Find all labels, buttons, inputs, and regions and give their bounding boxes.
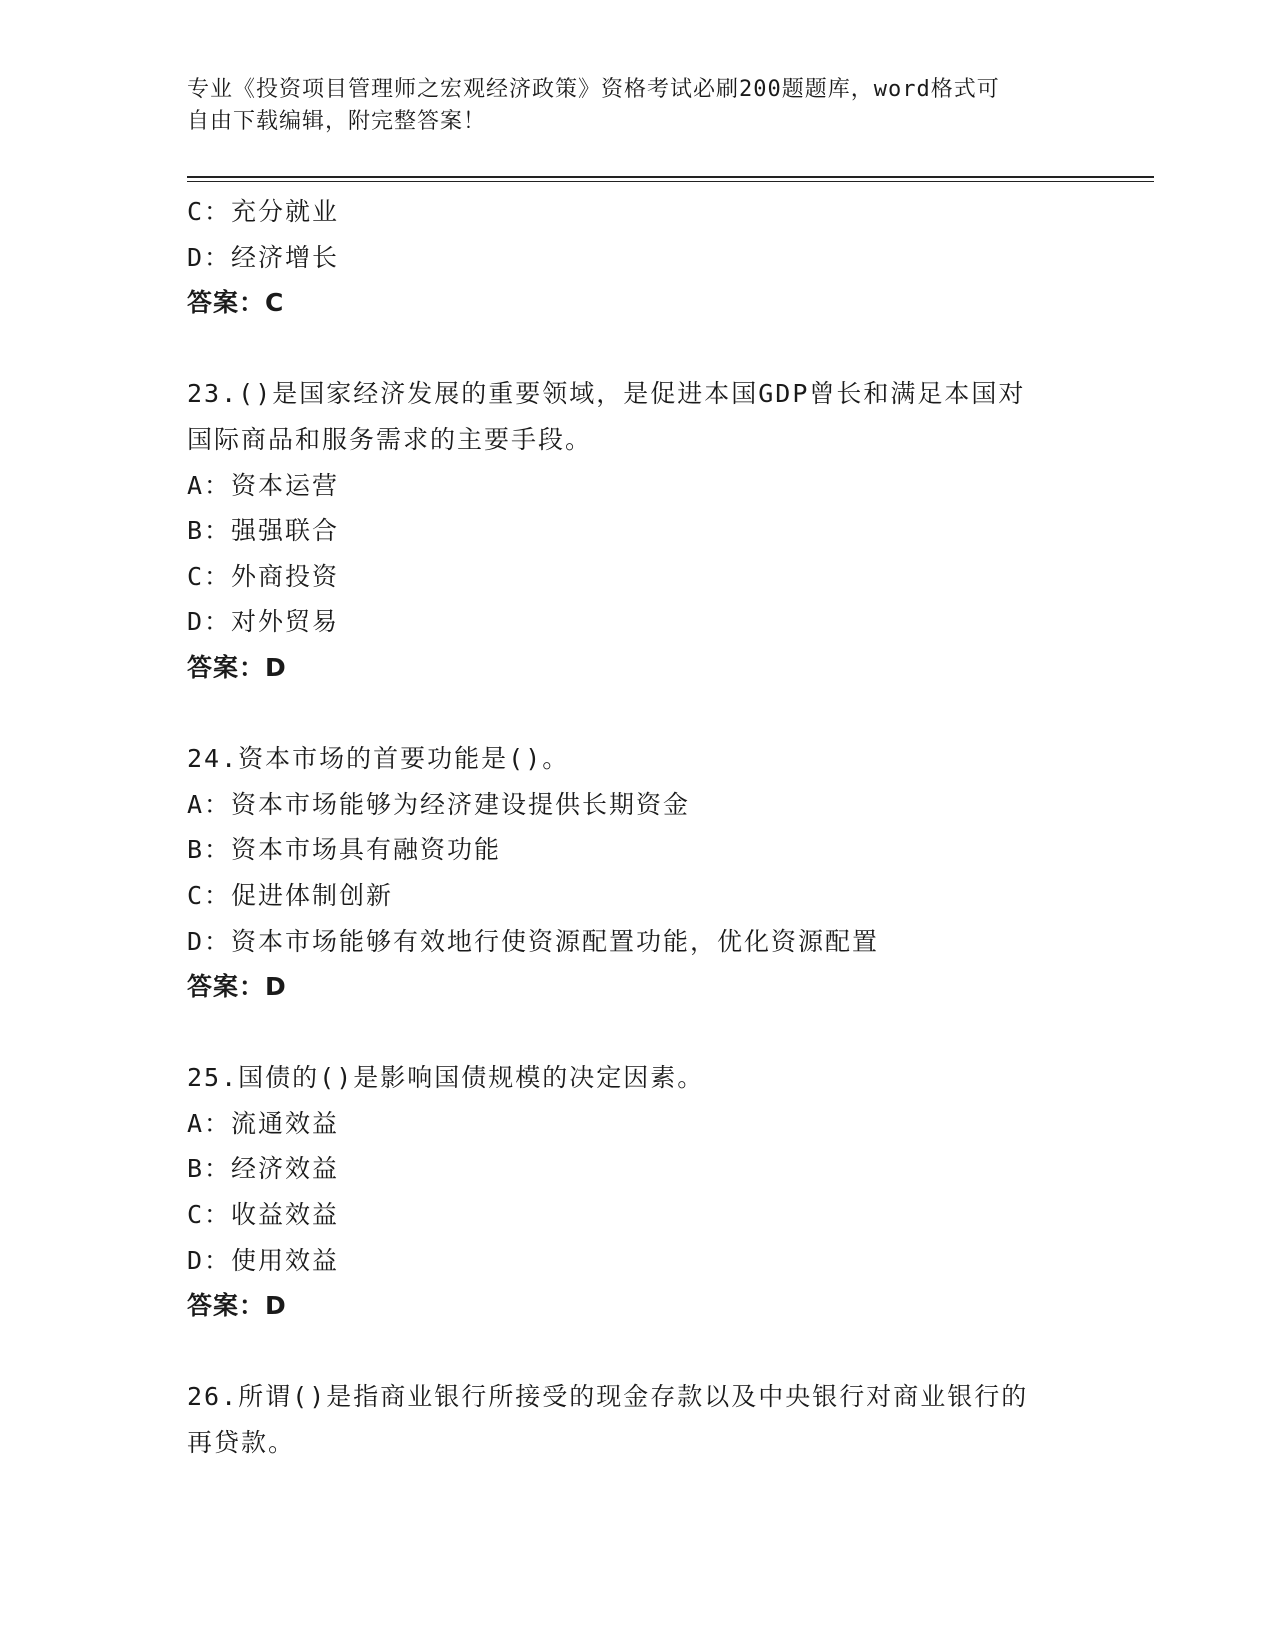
option-c: C：收益效益: [187, 1200, 340, 1230]
answer-line: 答案：C: [187, 288, 285, 318]
answer-line: 答案：D: [187, 972, 287, 1002]
option-a: A：流通效益: [187, 1108, 340, 1138]
spacer: [187, 1329, 1127, 1375]
option-b: B：经济效益: [187, 1154, 340, 1184]
document-header: [187, 74, 1087, 138]
option-d: D：对外贸易: [187, 607, 340, 637]
option-b: B：强强联合: [187, 516, 340, 546]
answer-line: 答案：D: [187, 1291, 287, 1321]
question-22-continued: [187, 189, 1127, 326]
question-25: [187, 1055, 1127, 1329]
option-c: C：促进体制创新: [187, 880, 394, 910]
header-divider-thin: [187, 181, 1154, 182]
question-stem-line: 再贷款。: [187, 1428, 296, 1458]
option-d: D：使用效益: [187, 1245, 340, 1275]
spacer: [187, 1010, 1127, 1056]
option-b: B：资本市场具有融资功能: [187, 835, 502, 865]
question-stem-line: 23.()是国家经济发展的重要领域，是促进本国GDP曾长和满足本国对: [187, 379, 1026, 409]
option-d: D：经济增长: [187, 242, 340, 272]
header-line-1: 专业《投资项目管理师之宏观经济政策》资格考试必刷200题题库，word格式可: [187, 77, 1000, 102]
question-24: [187, 736, 1127, 1010]
option-a: A：资本运营: [187, 470, 340, 500]
spacer: [187, 691, 1127, 737]
option-d: D：资本市场能够有效地行使资源配置功能，优化资源配置: [187, 926, 880, 956]
question-stem-line: 24.资本市场的首要功能是()。: [187, 744, 570, 774]
option-a: A：资本市场能够为经济建设提供长期资金: [187, 789, 691, 819]
option-c: C：外商投资: [187, 561, 340, 591]
question-stem-line: 26.所谓()是指商业银行所接受的现金存款以及中央银行对商业银行的: [187, 1382, 1029, 1412]
question-stem-line: 25.国债的()是影响国债规模的决定因素。: [187, 1063, 705, 1093]
question-stem-line: 国际商品和服务需求的主要手段。: [187, 424, 593, 454]
spacer: [187, 326, 1127, 372]
header-divider-thick: [187, 176, 1154, 178]
question-23: [187, 371, 1127, 690]
answer-line: 答案：D: [187, 652, 287, 682]
header-line-2: 自由下载编辑，附完整答案！: [187, 109, 487, 134]
question-list: [187, 189, 1127, 1466]
option-c: C：充分就业: [187, 197, 340, 226]
question-26: [187, 1374, 1127, 1465]
